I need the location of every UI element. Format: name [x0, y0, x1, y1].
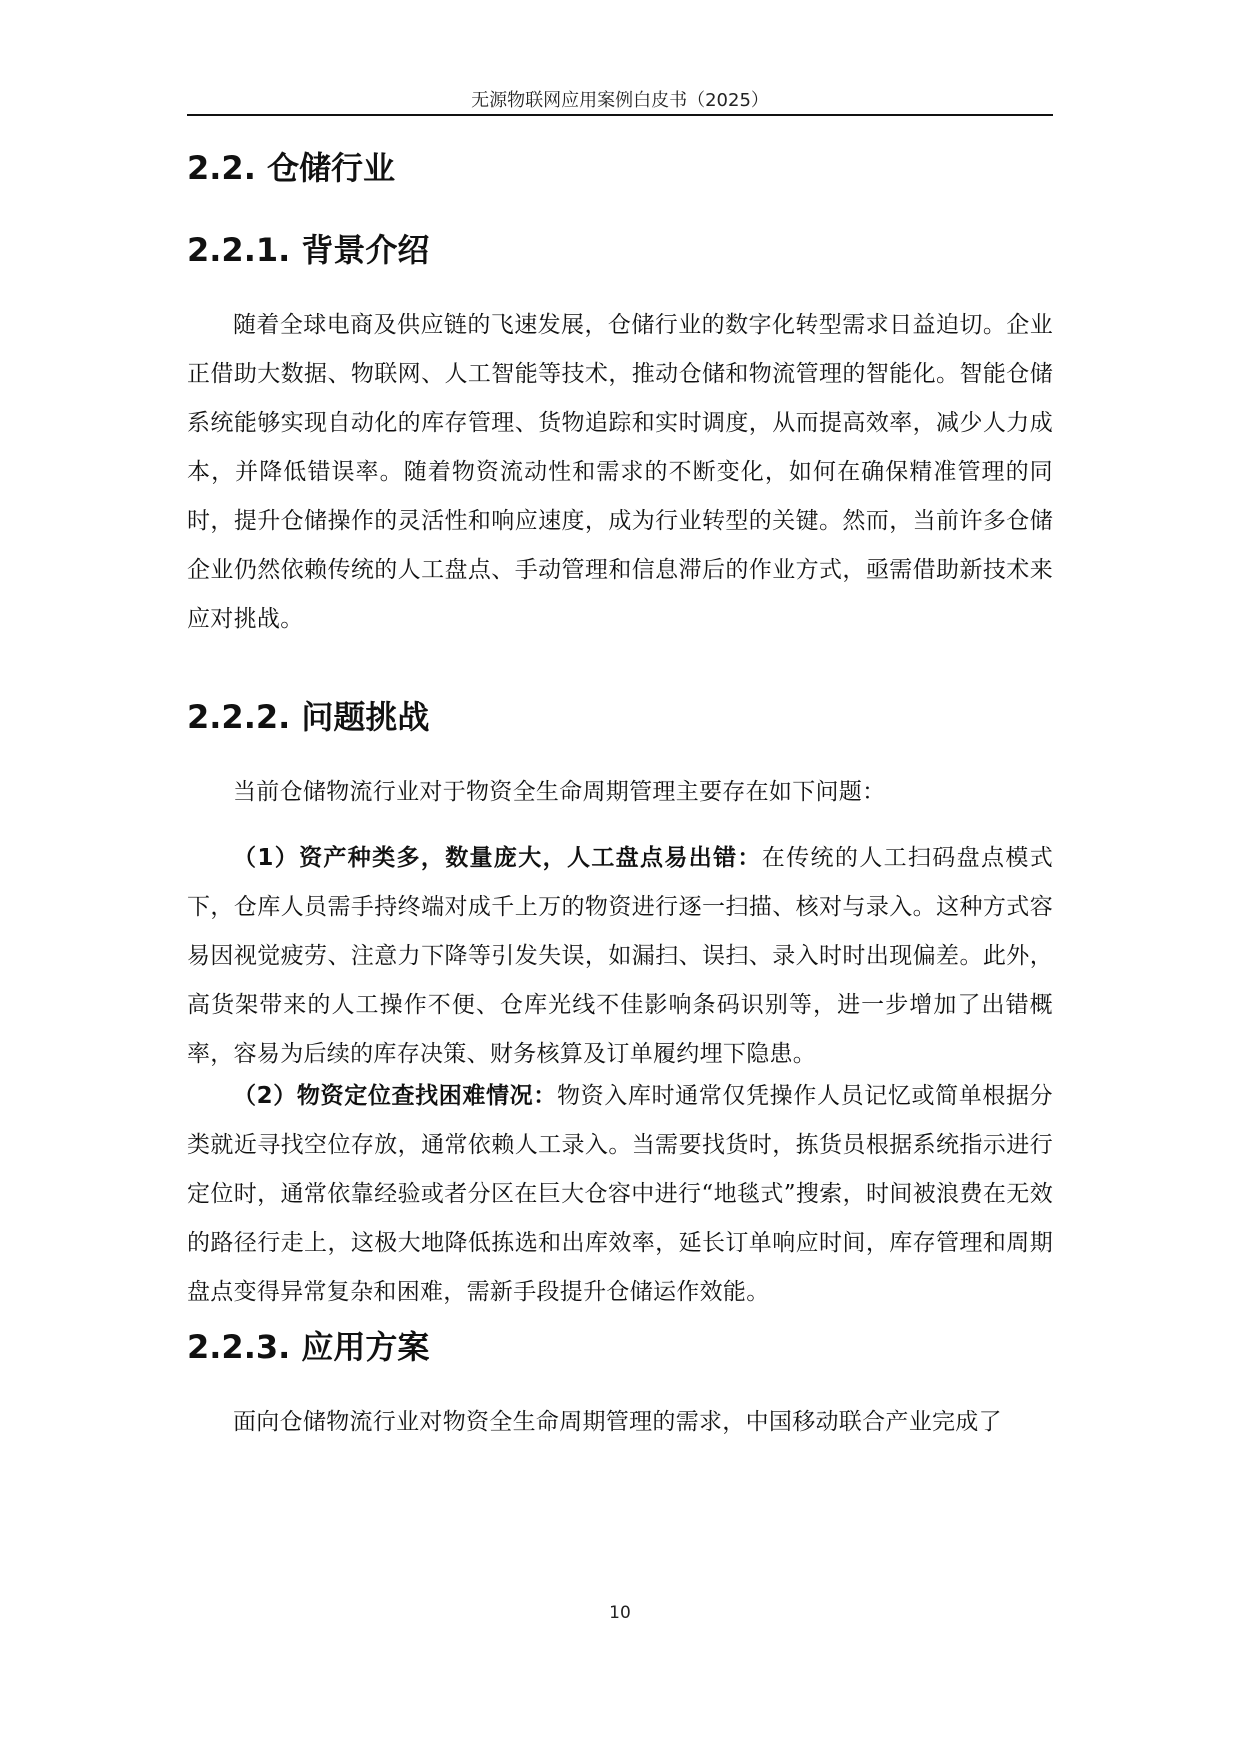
section-heading-2-2-1: 2.2.1. 背景介绍	[187, 231, 430, 269]
header-divider	[187, 114, 1053, 116]
page-number: 10	[609, 1603, 631, 1623]
challenge-item-1-label: （1）资产种类多，数量庞大，人工盘点易出错：	[233, 845, 762, 871]
challenge-item-2-text: 物资入库时通常仅凭操作人员记忆或简单根据分类就近寻找空位存放，通常依赖人工录入。当需要找货时，拣货员根据系统指示进行定位时，通常依靠经验或者分区在巨大仓容中进行“地毯式”搜索，时间被浪费在无效的路径行走上，这极大地降低拣选和出库效率，延长订单响应时间，库存管理和周期盘点变得异常复杂和困难，需新手段提升仓储运作效能。	[187, 1083, 1053, 1305]
challenge-intro-paragraph: 当前仓储物流行业对于物资全生命周期管理主要存在如下问题：	[233, 779, 886, 805]
challenge-item-2-label: （2）物资定位查找困难情况：	[233, 1083, 557, 1109]
section-heading-2-2: 2.2. 仓储行业	[187, 149, 395, 187]
solution-paragraph: 面向仓储物流行业对物资全生命周期管理的需求，中国移动联合产业完成了	[233, 1409, 1002, 1435]
section-heading-2-2-2: 2.2.2. 问题挑战	[187, 698, 430, 736]
background-paragraph: 随着全球电商及供应链的飞速发展，仓储行业的数字化转型需求日益迫切。企业正借助大数据、物联网、人工智能等技术，推动仓储和物流管理的智能化。智能仓储系统能够实现自动化的库存管理、货物追踪和实时调度，从而提高效率，减少人力成本，并降低错误率。随着物资流动性和需求的不断变化，如何在确保精准管理的同时，提升仓储操作的灵活性和响应速度，成为行业转型的关键。然而，当前许多仓储企业仍然依赖传统的人工盘点、手动管理和信息滞后的作业方式，亟需借助新技术来应对挑战。	[187, 312, 1053, 632]
challenge-item-2	[187, 1072, 1053, 1317]
running-header: 无源物联网应用案例白皮书（2025）	[471, 90, 769, 111]
section-heading-2-2-3: 2.2.3. 应用方案	[187, 1328, 430, 1366]
challenge-item-1-text: 在传统的人工扫码盘点模式下，仓库人员需手持终端对成千上万的物资进行逐一扫描、核对与录入。这种方式容易因视觉疲劳、注意力下降等引发失误，如漏扫、误扫、录入时时出现偏差。此外，高货架带来的人工操作不便、仓库光线不佳影响条码识别等，进一步增加了出错概率，容易为后续的库存决策、财务核算及订单履约埋下隐患。	[187, 845, 1053, 1067]
challenge-item-1	[187, 834, 1053, 1079]
